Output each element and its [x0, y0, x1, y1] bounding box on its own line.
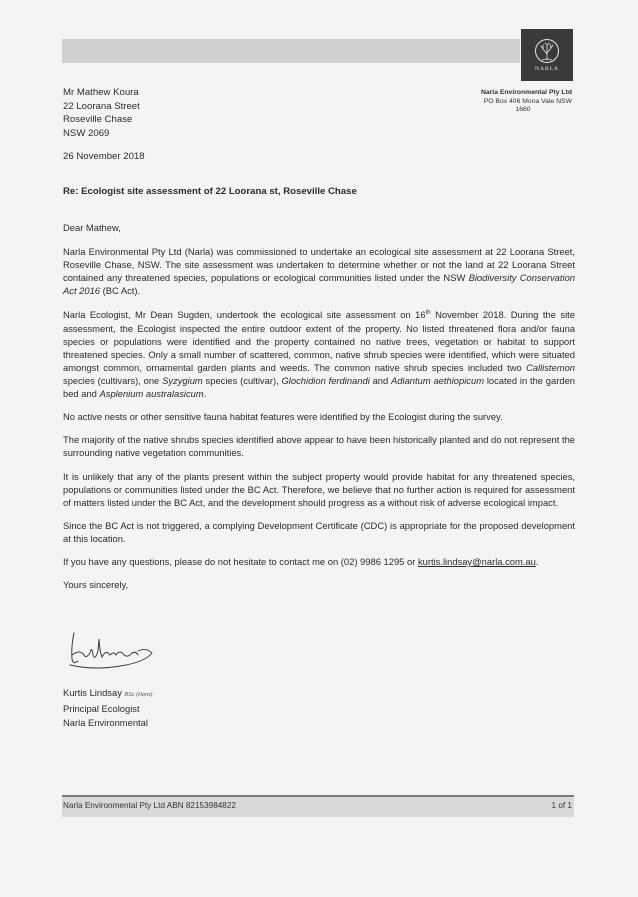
email-link[interactable]: kurtis.lindsay@narla.com.au: [417, 556, 536, 567]
salutation: Dear Mathew,: [63, 222, 121, 233]
recipient-block: [63, 86, 140, 141]
species-syzygium: Syzygium: [162, 375, 203, 387]
recipient-suburb: Roseville Chase: [63, 114, 133, 126]
signatory-name: Kurtis Lindsay: [63, 687, 122, 698]
letter-subject: Re: Ecologist site assessment of 22 Loorana st, Roseville Chase: [63, 186, 357, 197]
header-bar: [62, 39, 520, 63]
logo-wordmark: NARLA: [535, 66, 559, 72]
paragraph-contact: If you have any questions, please do not hesitate to contact me on (02) 9986 1295 or kurtis.lindsay@narla.com.au.: [63, 556, 539, 567]
company-logo: [521, 29, 573, 81]
paragraph-planted: The majority of the native shrubs species identified above appear to have been historically planted and do not represent the surrounding native vegetation communities.: [63, 434, 575, 459]
paragraph-nests: No active nests or other sensitive fauna habitat features were identified by the Ecologist during the survey.: [63, 411, 503, 423]
sender-block: [422, 89, 572, 115]
sender-company: Narla Environmental Pty Ltd: [480, 89, 572, 96]
species-adiantum: Adiantum aethiopicum: [391, 375, 485, 387]
letter-body: [63, 221, 575, 601]
act-name: Biodiversity Conservation Act 2016: [63, 272, 575, 297]
recipient-name: Mr Mathew Koura: [63, 87, 139, 98]
footer-company: Narla Environmental Pty Ltd ABN 82153984822: [63, 801, 236, 810]
signatory-name-line: [63, 686, 153, 702]
species-callistemon: Callistemon: [526, 361, 575, 373]
recipient-street: 22 Loorana Street: [63, 100, 140, 112]
signatory-title: Principal Ecologist: [63, 703, 140, 715]
species-glochidion: Glochidion ferdinandi: [281, 375, 370, 387]
paragraph-assessment: Narla Ecologist, Mr Dean Sugden, undertook the ecological site assessment on 16th November 2018. During the site assessment, the Ecologist inspected the entire outdoor extent of the property. No listed threatened flora and/or fauna species or populations were identified and the property contained no native trees, vegetation or habitat to support threatened species. Only a small number of scattered, common, native shrub species were identified, which were situated amongst common, ornamental garden plants and weeds. The common native shrub species included two Callistemon species (cultivars), one Syzygium species (cultivar), Glochidion ferdinandi and Adiantum aethiopicum located in the garden bed and Asplenium australasicum.: [63, 309, 576, 400]
paragraph-conclusion: It is unlikely that any of the plants present within the subject property would provide habitat for any threatened species, populations or communities listed under the BC Act. Therefore, we believe that no further action is required for assessment of matters listed under the BC Act, and the development should progress as a without risk of adverse ecological impact.: [63, 470, 575, 508]
sender-address-line1: PO Box 406 Mona Vale NSW: [483, 97, 572, 105]
signatory-quals: BSc (Hons): [124, 692, 153, 698]
signatory-org: Narla Environmental: [63, 716, 148, 728]
paragraph-commission: Narla Environmental Pty Ltd (Narla) was commissioned to undertake an ecological site assessment at 22 Loorana Street, Roseville Chase, NSW. The site assessment was undertaken to determine whether or not the land at 22 Loorana Street contained any threatened species, populations or ecological communities listed under the NSW Biodiversity Conservation Act 2016 (BC Act).: [63, 246, 575, 297]
species-asplenium: Asplenium australasicum: [99, 388, 204, 400]
letter-date: 26 November 2018: [63, 151, 145, 162]
page-number: 1 of 1: [551, 801, 572, 810]
signature-image: [66, 625, 156, 670]
paragraph-cdc: Since the BC Act is not triggered, a complying Development Certificate (CDC) is appropriate for the proposed development at this location.: [63, 519, 575, 544]
tree-icon: [534, 38, 560, 64]
recipient-state-postcode: NSW 2069: [63, 128, 110, 140]
signoff-block: [63, 686, 153, 729]
closing: Yours sincerely,: [63, 579, 129, 591]
sender-address-line2: 1660: [515, 106, 531, 114]
